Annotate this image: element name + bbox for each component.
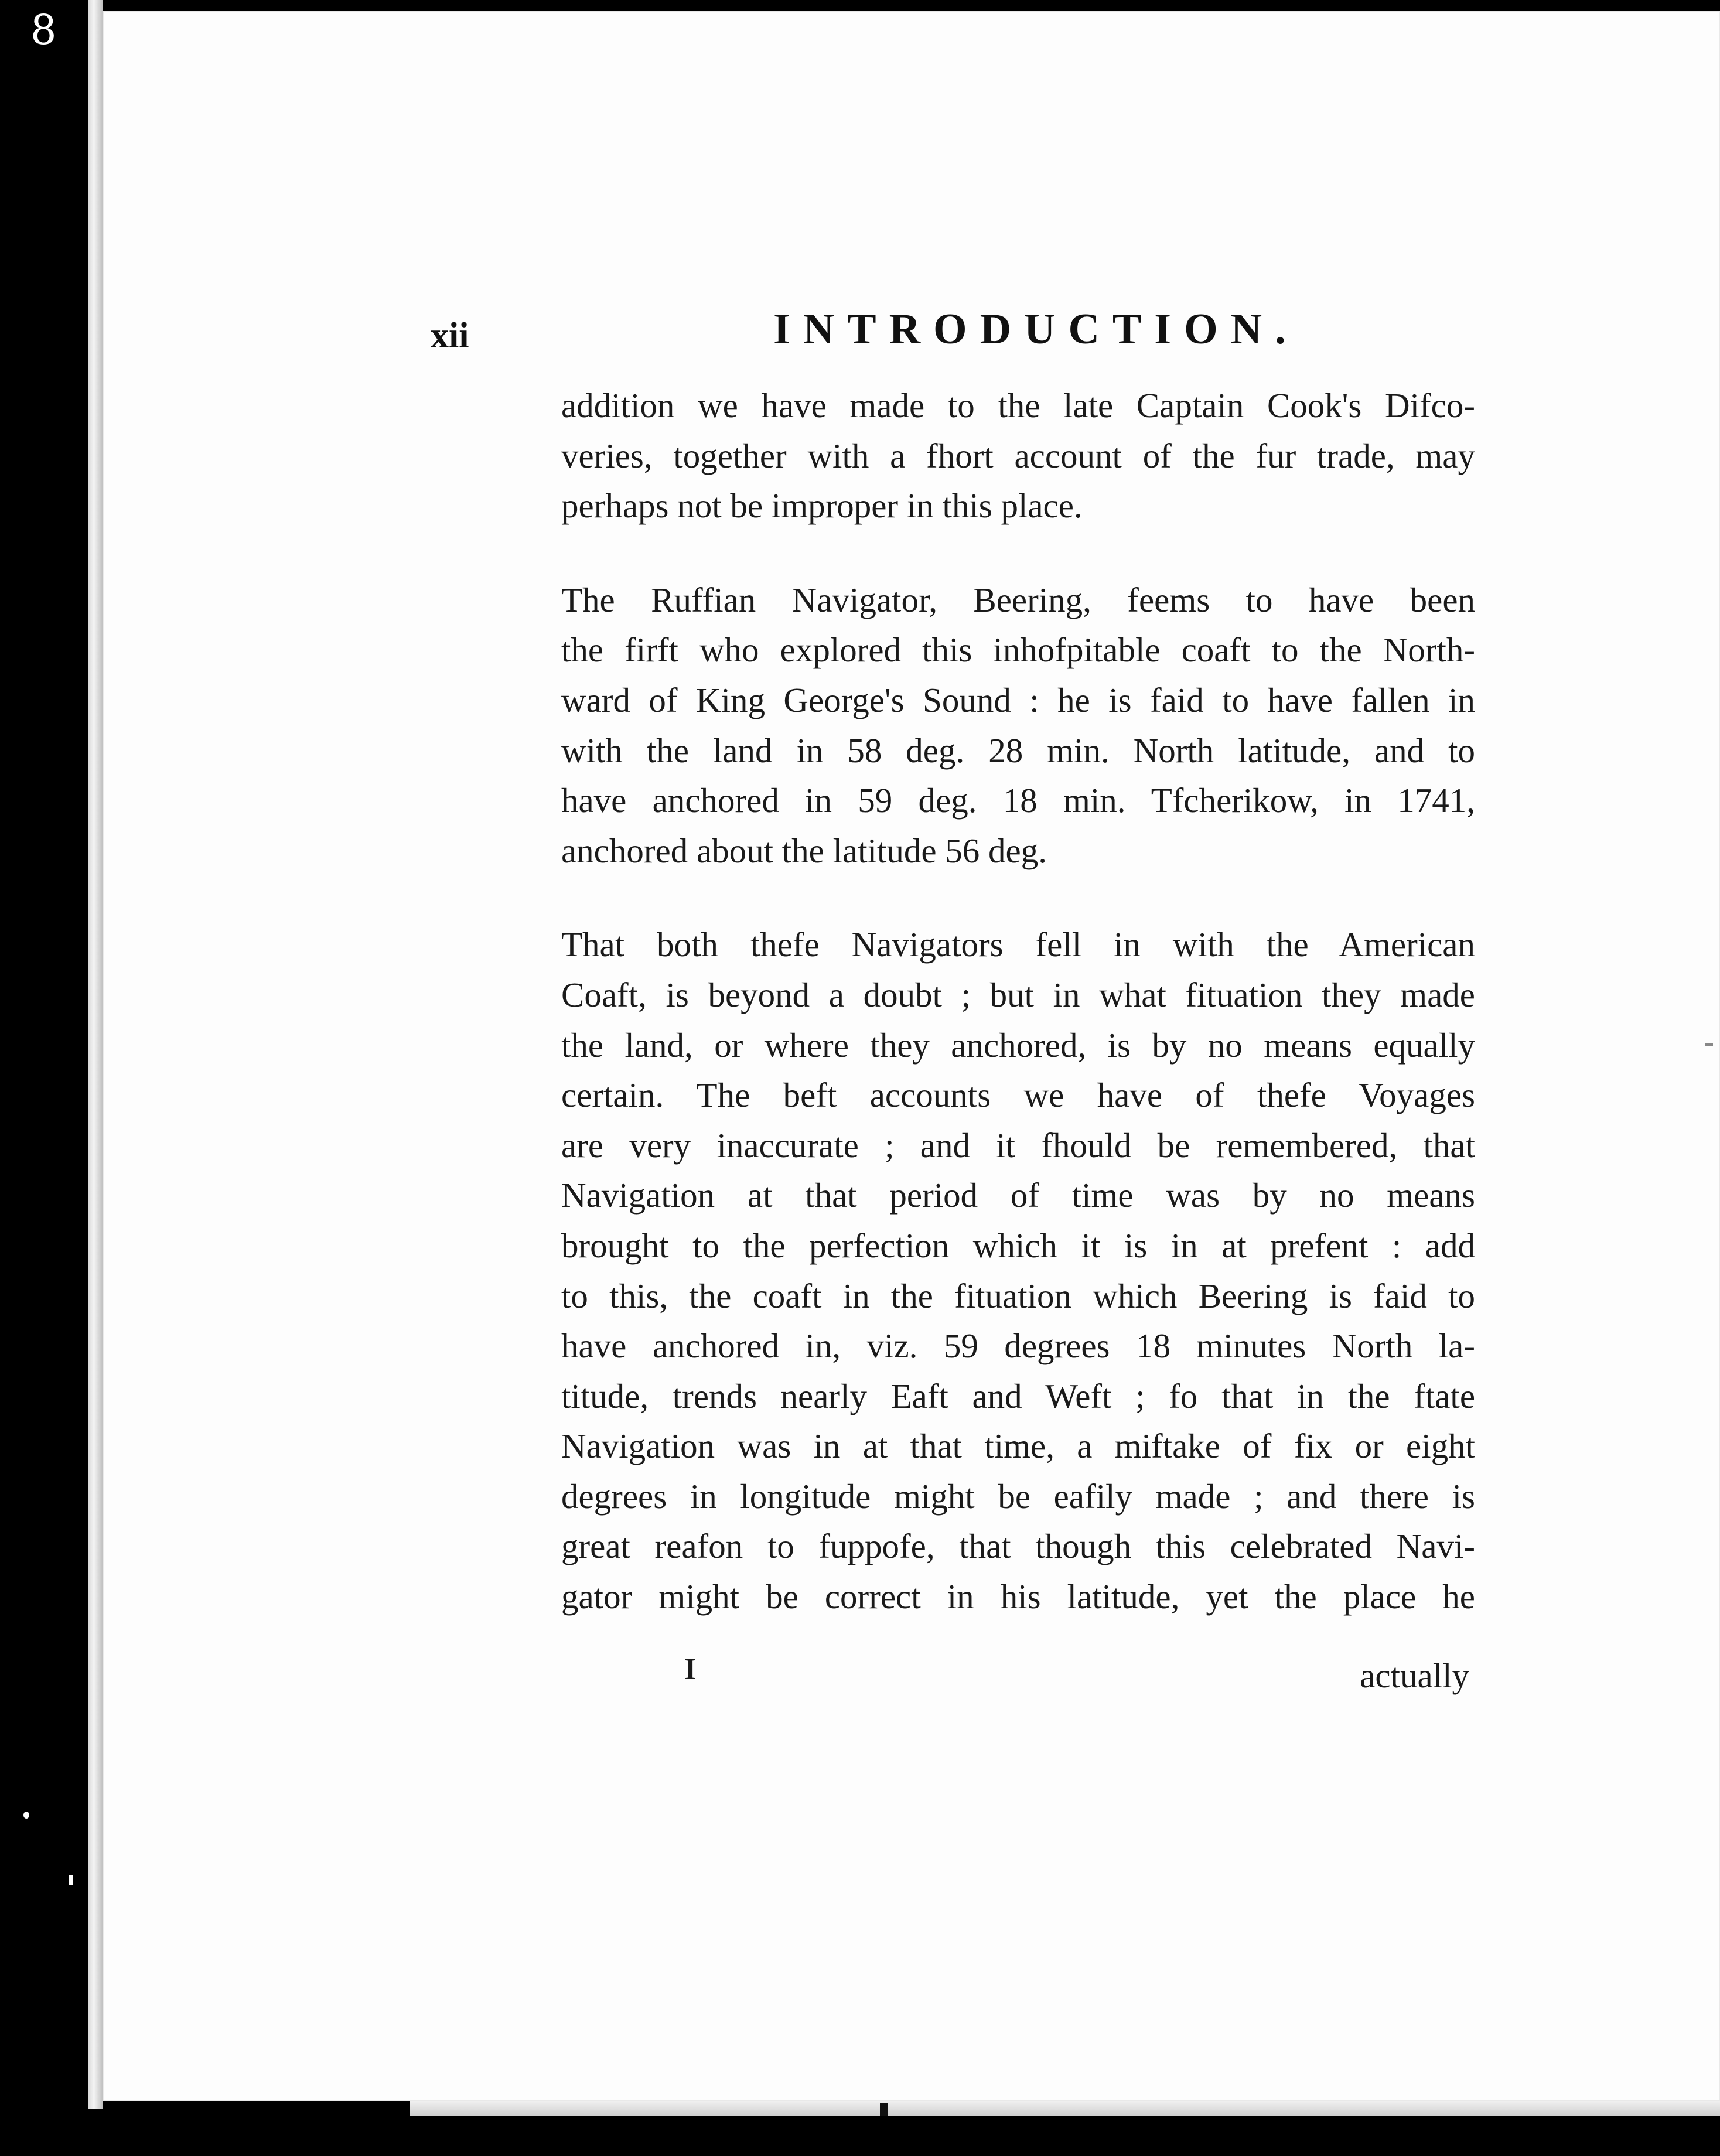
margin-speck bbox=[1705, 1043, 1713, 1046]
text-line: gator might be correct in his latitude, yet the place he bbox=[561, 1577, 1475, 1616]
text-line: Coaft, is beyond a doubt ; but in what fituation they made bbox=[561, 975, 1475, 1014]
text-line: ward of King George's Sound : he is faid to have fallen in bbox=[561, 680, 1475, 719]
text-line: have anchored in, viz. 59 degrees 18 minutes North la- bbox=[561, 1326, 1475, 1366]
page-bottom-edge bbox=[410, 2101, 1720, 2116]
text-line: to this, the coaft in the fituation which Beering is faid to bbox=[561, 1276, 1475, 1315]
text-line: That both thefe Navigators fell in with the American bbox=[561, 925, 1475, 964]
text-line: perhaps not be improper in this place. bbox=[561, 486, 1083, 526]
margin-speck bbox=[23, 1812, 29, 1819]
text-line: The Ruffian Navigator, Beering, feems to have been bbox=[561, 580, 1475, 619]
text-line: have anchored in 59 deg. 18 min. Tfcherikow, in 1741, bbox=[561, 781, 1475, 820]
text-line: brought to the perfection which it is in at prefent : add bbox=[561, 1226, 1475, 1265]
text-line: with the land in 58 deg. 28 min. North latitude, and to bbox=[561, 731, 1475, 770]
text-line: anchored about the latitude 56 deg. bbox=[561, 831, 1047, 870]
body-text bbox=[561, 381, 1475, 1622]
running-head: INTRODUCTION. bbox=[773, 305, 1299, 353]
text-line: degrees in longitude might be eafily made ; and there is bbox=[561, 1476, 1475, 1516]
paragraph bbox=[561, 381, 1475, 531]
text-line: are very inaccurate ; and it fhould be remembered, that bbox=[561, 1125, 1475, 1165]
text-line: veries, together with a fhort account of the fur trade, may bbox=[561, 436, 1475, 475]
signature-mark: I bbox=[684, 1653, 697, 1686]
page-footer bbox=[684, 1652, 1469, 1711]
text-line: the land, or where they anchored, is by no means equally bbox=[561, 1025, 1475, 1065]
text-line: Navigation was in at that time, a miftake of fix or eight bbox=[561, 1427, 1475, 1466]
page-number: xii bbox=[431, 316, 469, 356]
bottom-mark bbox=[880, 2103, 888, 2116]
paragraph bbox=[561, 575, 1475, 876]
paragraph bbox=[561, 920, 1475, 1622]
text-line: certain. The beft accounts we have of thefe Voyages bbox=[561, 1076, 1475, 1115]
catchword: actually bbox=[1360, 1656, 1469, 1695]
text-line: Navigation at that period of time was by no means bbox=[561, 1176, 1475, 1215]
margin-speck bbox=[69, 1875, 73, 1885]
corner-mark: 8 bbox=[30, 6, 57, 54]
text-line: the firft who explored this inhofpitable coaft to the North- bbox=[561, 630, 1475, 670]
text-line: addition we have made to the late Captain Cook's Difco- bbox=[561, 386, 1475, 425]
page-left-edge bbox=[88, 0, 103, 2109]
page-header bbox=[431, 305, 1327, 363]
text-line: titude, trends nearly Eaft and Weft ; fo that in the ftate bbox=[561, 1376, 1475, 1415]
text-line: great reafon to fuppofe, that though this celebrated Navi- bbox=[561, 1527, 1475, 1566]
